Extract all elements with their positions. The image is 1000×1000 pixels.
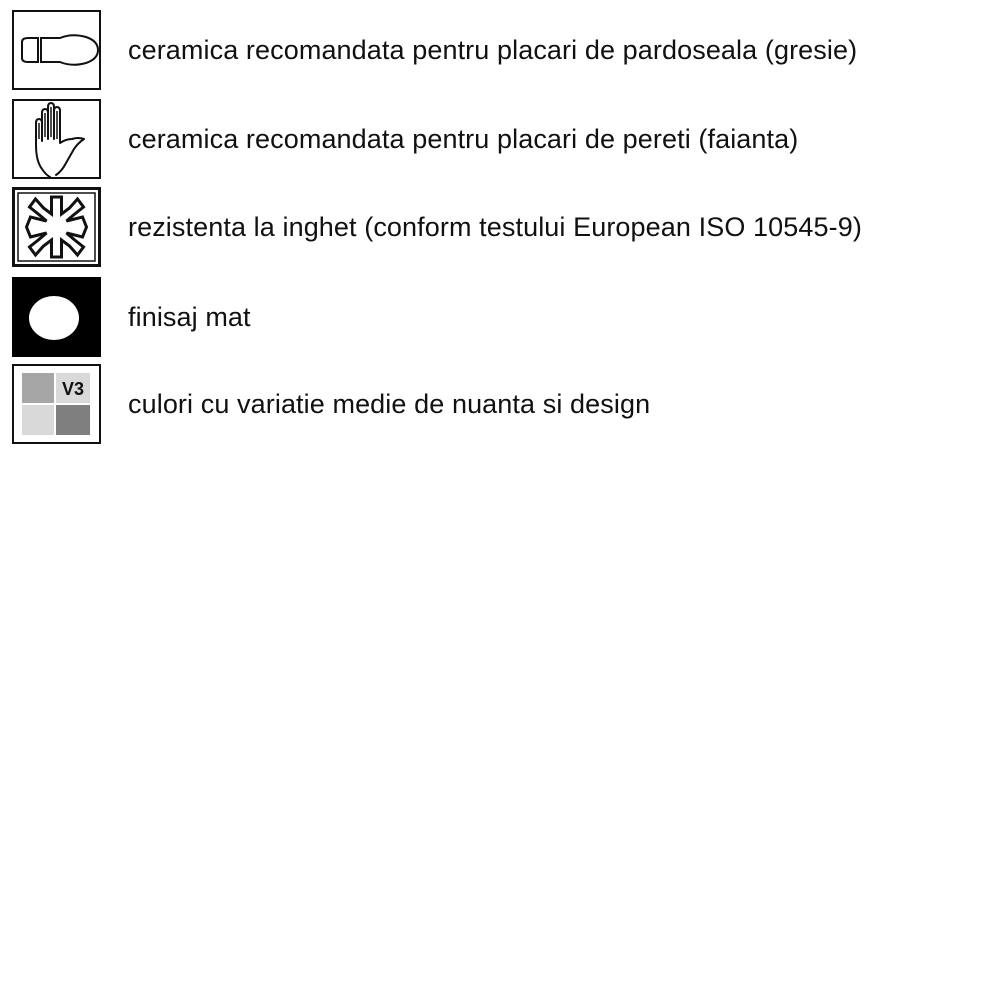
legend-item-wall [12,99,798,179]
legend-item-frost [12,187,862,267]
legend-item-matte [12,277,251,357]
shade-variation-icon [12,364,101,444]
matte-finish-icon [12,277,101,357]
hand-icon [12,99,101,179]
legend-label-shade: culori cu variatie medie de nuanta si design [128,389,651,419]
legend-label-wall: ceramica recomandata pentru placari de pereti (faianta) [128,124,799,154]
legend-label-matte: finisaj mat [128,302,251,332]
legend-label-frost: rezistenta la inghet (conform testului European ISO 10545-9) [128,212,862,242]
legend-label-floor: ceramica recomandata pentru placari de pardoseala (gresie) [128,35,858,65]
shade-badge: V3 [61,379,85,399]
shoe-sole-icon [12,10,101,90]
snowflake-icon [12,187,101,267]
legend-item-shade [12,364,650,444]
legend-item-floor [12,10,857,90]
